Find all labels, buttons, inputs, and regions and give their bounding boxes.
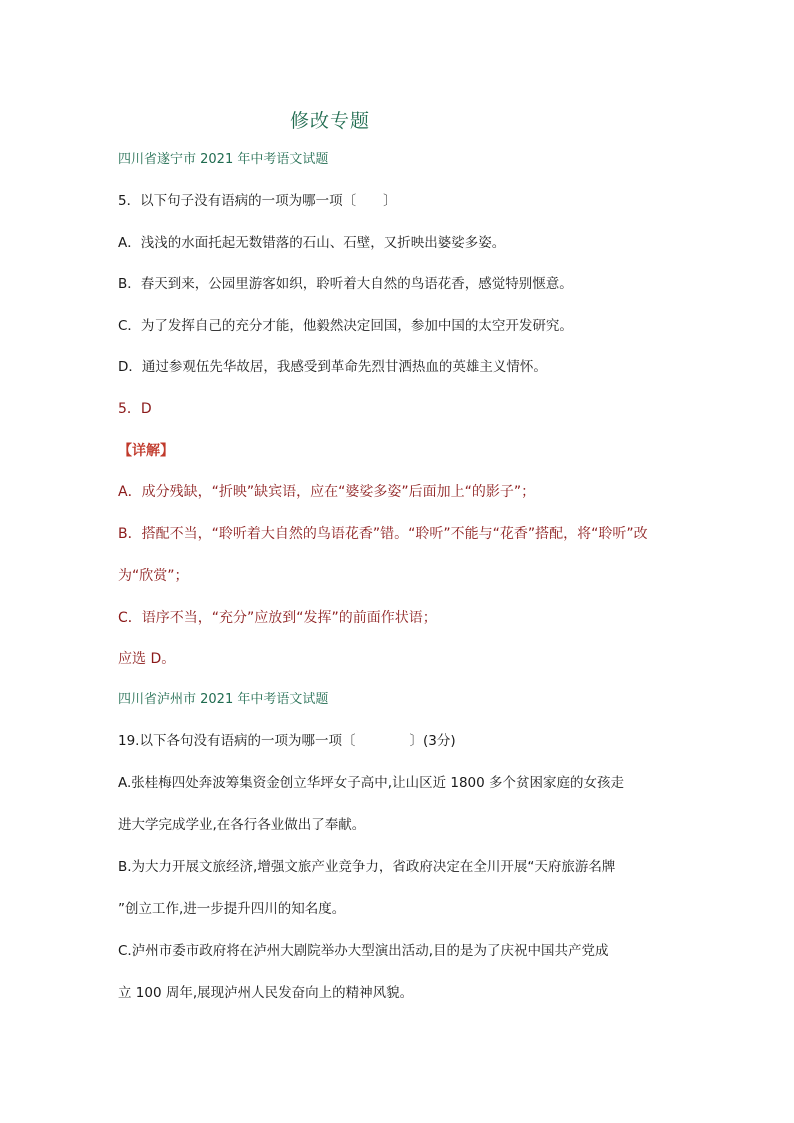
detail-b: B．搭配不当，“聆听着大自然的鸟语花香”错。“聆听”不能与“花香”搭配，将“聆听”改 (118, 526, 648, 542)
option-b: B．春天到来，公园里游客如织，聆听着大自然的鸟语花香，感觉特别惬意。 (118, 276, 573, 292)
q19-option-a-line2: 进大学完成学业,在各行各业做出了奉献。 (118, 817, 366, 833)
page-title: 修改专题 (290, 110, 371, 132)
q19-option-c-line1: C.泸州市委市政府将在泸州大剧院举办大型演出活动,目的是为了庆祝中国共产党成 (118, 943, 609, 959)
detail-b-cont: 为“欣赏”； (118, 568, 189, 584)
q19-option-c-line2: 立 100 周年,展现泸州人民发奋向上的精神风貌。 (118, 985, 414, 1001)
question-5: 5．以下句子没有语病的一项为哪一项〔 〕 (118, 193, 397, 209)
q19-option-b-line2: ”创立工作,进一步提升四川的知名度。 (118, 901, 346, 917)
source-line-suining: 四川省遂宁市 2021 年中考语文试题 (118, 152, 329, 167)
conclusion-line: 应选 D。 (118, 651, 176, 667)
answer-line: 5．D (118, 401, 152, 417)
detail-header: 【详解】 (118, 443, 174, 459)
option-c: C．为了发挥自己的充分才能，他毅然决定回国，参加中国的太空开发研究。 (118, 318, 573, 334)
detail-a: A．成分残缺，“折映”缺宾语，应在“婆娑多姿”后面加上“的影子”； (118, 484, 536, 500)
source-line-luzhou: 四川省泸州市 2021 年中考语文试题 (118, 692, 329, 707)
q19-option-a-line1: A.张桂梅四处奔波筹集资金创立华坪女子高中,让山区近 1800 多个贫困家庭的女孩走 (118, 775, 625, 791)
q19-option-b-line1: B.为大力开展文旅经济,增强文旅产业竞争力，省政府决定在全川开展“天府旅游名牌 (118, 859, 616, 875)
option-d: D．通过参观伍先华故居，我感受到革命先烈甘洒热血的英雄主义情怀。 (118, 359, 547, 375)
question-19: 19.以下各句没有语病的一项为哪一项〔 〕(3分) (118, 733, 456, 749)
option-a: A．浅浅的水面托起无数错落的石山、石壁，又折映出婆娑多姿。 (118, 235, 506, 251)
detail-c: C．语序不当，“充分”应放到“发挥”的前面作状语； (118, 610, 437, 626)
